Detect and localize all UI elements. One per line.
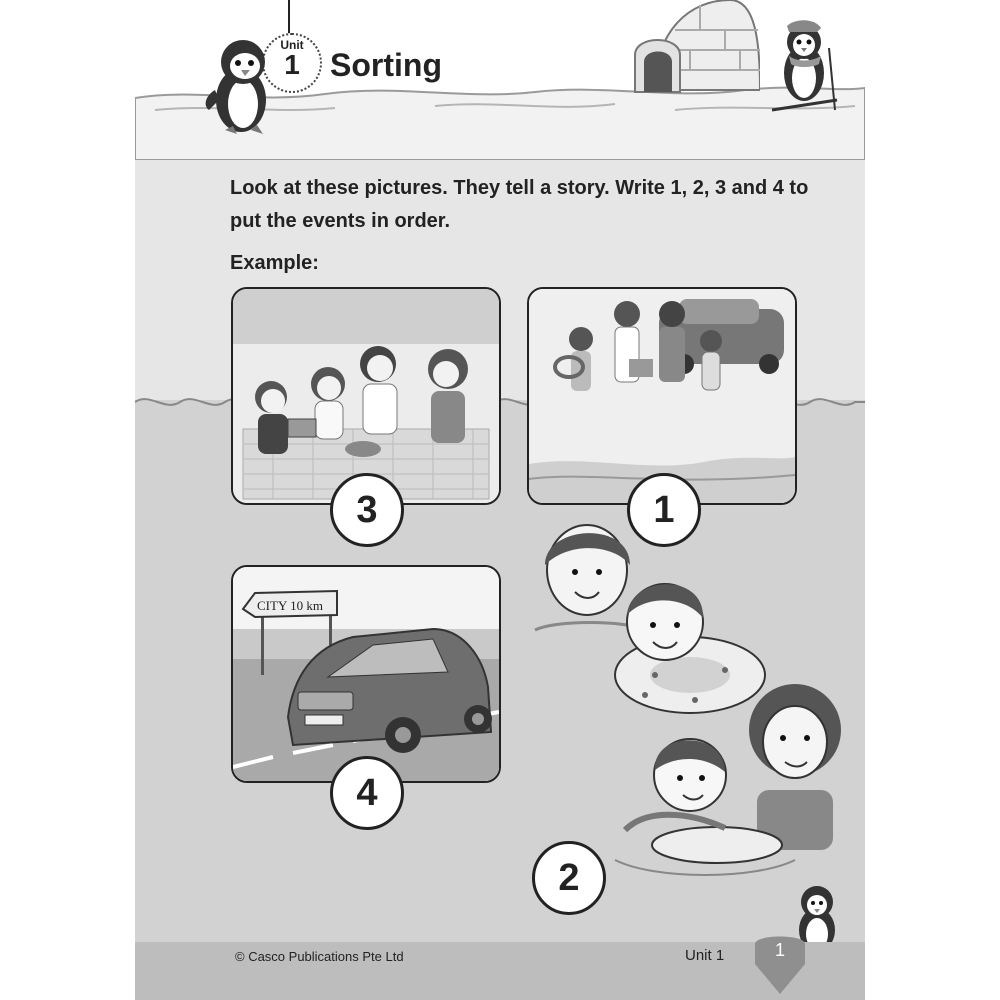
- arrival-illustration: [529, 289, 795, 503]
- page-number: 1: [774, 940, 785, 960]
- penguin-mascot-illustration: [203, 30, 283, 140]
- unit-number: 1: [284, 49, 300, 80]
- story-panel-drive-home: [231, 565, 501, 783]
- drive-home-illustration: [233, 567, 499, 781]
- answer-circle-arrival: 1: [627, 473, 701, 547]
- answer-circle-drive-home: 4: [330, 756, 404, 830]
- swimming-illustration: [495, 510, 855, 890]
- road-sign-text: CITY 10 km: [257, 598, 323, 613]
- footer-unit-label: Unit 1: [685, 947, 725, 964]
- workbook-page: [135, 0, 865, 1000]
- skiing-penguin-illustration: [767, 18, 842, 118]
- example-label: Example:: [230, 252, 319, 274]
- unit-label: Unit: [280, 38, 304, 52]
- igloo-illustration: [630, 0, 760, 95]
- copyright-text: © Casco Publications Pte Ltd: [235, 949, 404, 964]
- answer-circle-picnic: 3: [330, 473, 404, 547]
- answer-circle-swimming: 2: [532, 841, 606, 915]
- instructions-text: Look at these pictures. They tell a story. Write 1, 2, 3 and 4 to put the events in order.: [230, 177, 809, 232]
- picnic-illustration: [233, 289, 499, 503]
- page-title: Sorting: [330, 47, 442, 83]
